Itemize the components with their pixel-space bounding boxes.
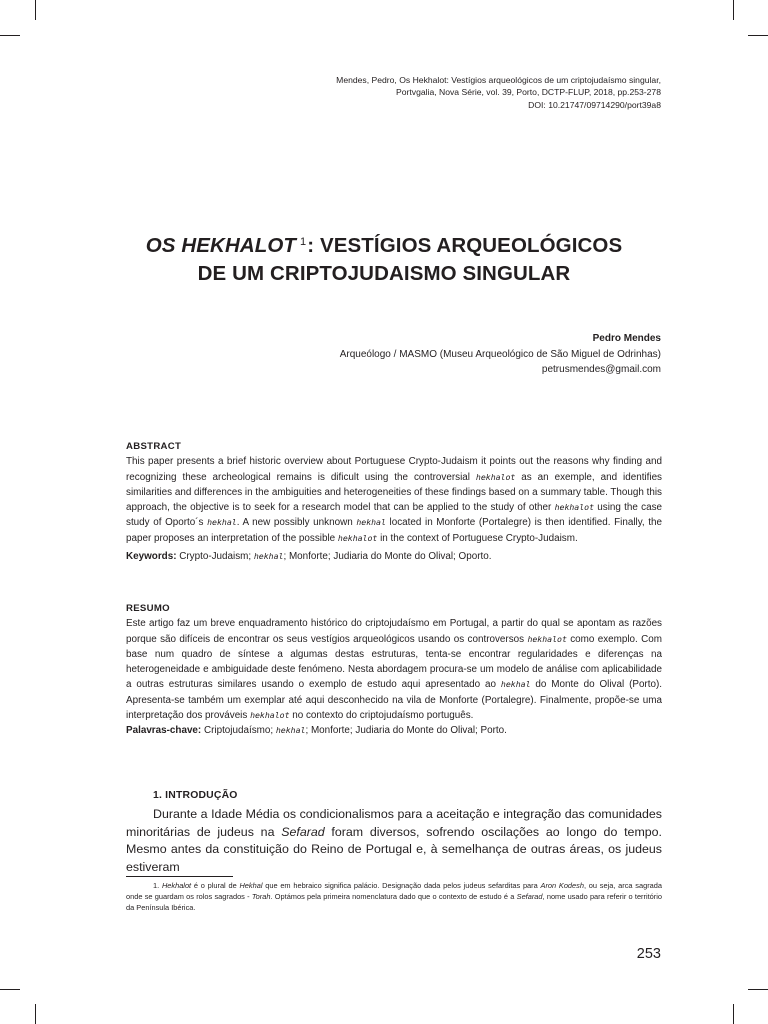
citation-doi: DOI: 10.21747/09714290/port39a8	[528, 99, 661, 110]
author-email[interactable]: petrusmendes@gmail.com	[541, 364, 661, 375]
resumo-keywords: Palavras-chave: Criptojudaísmo; hekhal; Monforte; Judiaria do Monte do Olival; Porto.	[126, 725, 507, 737]
resumo-section	[126, 601, 662, 739]
crop-mark-bottom-left-h	[0, 989, 20, 990]
resumo-text: Este artigo faz um breve enquadramento histórico do criptojudaísmo em Portugal, a partir do qual se apontam as razões porque são difíceis de encontrar os seus vestígios arqueológicos usando os controversos hekhalot como exemplo. Com base num quadro de síntese a algumas destas estruturas, tenta-se encontrar regularidades e diferenças na heterogeneidade e ambiguidade deste fenómeno. Nesta abordagem procura-se um modelo de análise com aplicabilidade a outras estruturas similares usando o exemplo de estudo aqui apresentado ao hekhal do Monte do Olival (Porto). Apresenta-se também um exemplar até aqui desconhecido na vila de Monforte (Portalegre). Finalmente, propõe-se uma interpretação dos prováveis hekhalot no contexto do criptojudaísmo português.	[126, 618, 662, 722]
title-italic: OS HEKHALOT	[145, 234, 297, 257]
page-number: 253	[636, 946, 661, 962]
crop-mark-bottom-left-v	[35, 1004, 36, 1024]
author-block	[340, 331, 661, 378]
crop-mark-bottom-right-v	[733, 1004, 734, 1024]
footnote: 1. Hekhalot é o plural de Hekhal que em hebraico significa palácio. Designação dada pelos judeus sefarditas para Aron Kodesh, ou seja, arca sagrada onde se guardam os rolos sagrados - Torah. Optámos pela primeira nomenclatura dado que o contexto de estudo é a Sefarad, nome usado para referir o território da Península Ibérica.	[126, 881, 662, 913]
author-affiliation: Arqueólogo / MASMO (Museu Arqueológico de São Miguel de Odrinhas)	[339, 348, 661, 360]
resumo-heading: RESUMO	[126, 603, 170, 614]
abstract-heading: ABSTRACT	[126, 441, 182, 452]
abstract-text: This paper presents a brief historic overview about Portuguese Crypto-Judaism it points out the reasons why finding and recognizing these archeological remains is dificult using the controversial hekhalot as an exemple, and identifies similarities and differences in the ambiguities and heterogeneities of these findings based on a summary table. Though this approach, the objective is to seek for a research model that can be applied to the study of other hekhalot using the case study of Oporto´s hekhal. A new possibly unknown hekhal located in Monforte (Portalegre) is then identified. Finally, the paper proposes an interpretation of the possible hekhalot in the context of Portuguese Crypto-Judaism.	[126, 456, 663, 544]
footnote-divider	[126, 876, 233, 877]
abstract-keywords: Keywords: Crypto-Judaism; hekhal; Monforte; Judiaria do Monte do Olival; Oporto.	[126, 551, 492, 563]
section-heading: 1. INTRODUÇÃO	[153, 790, 238, 801]
citation-block	[336, 74, 661, 111]
crop-mark-top-left-h	[0, 35, 20, 36]
crop-mark-top-right-v	[733, 0, 734, 20]
crop-mark-top-right-h	[748, 35, 768, 36]
introduction-text: Durante a Idade Média os condicionalismos para a aceitação e integração das comunidades minoritárias de judeus na Sefarad foram diversos, sofrendo oscilações ao longo do tempo. Mesmo antes da constituição do Reino de Portugal e, à semelhança de outras áreas, os judeus estiveram	[126, 807, 662, 875]
paper-title	[0, 228, 768, 288]
citation-line-1: Mendes, Pedro, Os Hekhalot: Vestígios arqueológicos de um criptojudaísmo singular,	[336, 75, 661, 85]
title-line2: DE UM CRIPTOJUDAISMO SINGULAR	[197, 262, 571, 285]
title-line1-rest: : VESTÍGIOS ARQUEOLÓGICOS	[307, 234, 623, 257]
citation-line-2: Portvgalia, Nova Série, vol. 39, Porto, DCTP-FLUP, 2018, pp.253-278	[396, 87, 661, 98]
author-name: Pedro Mendes	[592, 333, 661, 344]
crop-mark-top-left-v	[35, 0, 36, 20]
abstract-section	[126, 439, 662, 564]
title-footnote-ref[interactable]: 1	[300, 236, 307, 248]
crop-mark-bottom-right-h	[748, 989, 768, 990]
